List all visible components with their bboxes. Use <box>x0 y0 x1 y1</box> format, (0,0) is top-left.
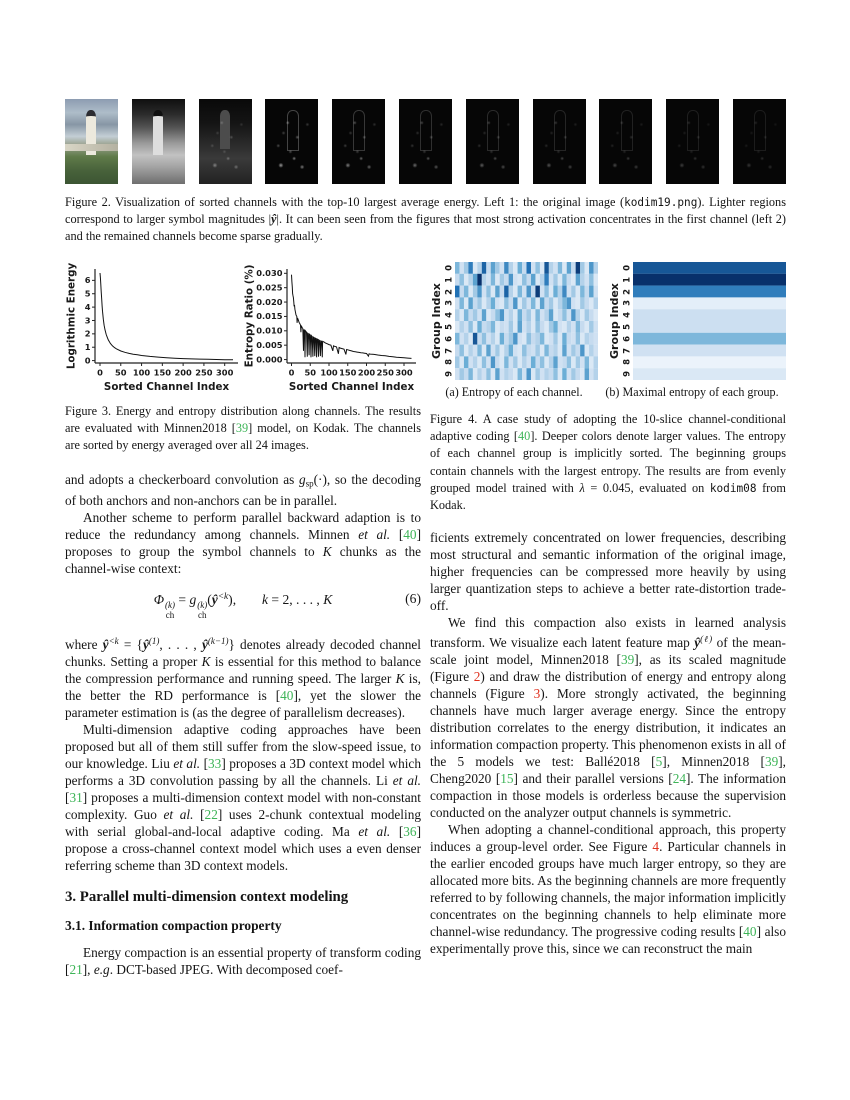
text-segment: (k−1) <box>207 636 229 647</box>
group-index-tick-6: 6 <box>444 335 455 342</box>
paragraph <box>430 821 786 957</box>
section-heading: 3. Parallel multi-dimension context modeling <box>65 889 349 906</box>
figure4-heatmaps <box>430 262 786 380</box>
svg-text:0: 0 <box>84 355 91 366</box>
svg-text:4: 4 <box>84 301 91 312</box>
text-segment: (ℓ) <box>700 634 713 645</box>
text-segment: ŷ <box>271 212 277 227</box>
figure3-plots <box>65 262 421 394</box>
citation-40[interactable]: 40 <box>403 526 417 542</box>
text-segment: |. It can been seen from the figures that most strong activation concentrates in the first channel (left 2) and the remained channels become sparse gradually. <box>65 212 786 244</box>
text-segment: ŷ <box>211 591 218 607</box>
sparse-activation-texture <box>199 99 252 184</box>
right-column <box>430 262 786 957</box>
group-index-tick-7: 7 <box>444 347 455 354</box>
svg-text:300: 300 <box>395 367 413 378</box>
text-segment: ], <box>82 962 94 978</box>
group-index-tick-3: 3 <box>444 300 455 307</box>
svg-text:0.015: 0.015 <box>256 311 283 322</box>
text-segment: K <box>322 543 332 559</box>
figure2-image-channel-06 <box>466 99 519 184</box>
sparse-activation-texture <box>666 99 719 184</box>
figure2-caption <box>65 194 786 246</box>
left-column-body <box>65 471 421 979</box>
svg-text:0.005: 0.005 <box>256 339 283 350</box>
text-segment: } denotes already decoded channel chunks. Setting a proper <box>65 637 421 670</box>
group-index-tick-7: 7 <box>622 347 633 354</box>
text-segment: Φ <box>153 591 165 607</box>
text-segment: ] also experimentally prove this, since we can reconstruct the main <box>430 924 787 957</box>
group-index-tick-5: 5 <box>622 323 633 330</box>
svg-text:0.025: 0.025 <box>256 282 283 293</box>
text-segment: Figure 2. Visualization of sorted channels with the top-10 largest average energy. Left 1: the original image ( <box>65 195 625 209</box>
paragraph <box>430 529 786 614</box>
svg-text:Sorted Channel Index: Sorted Channel Index <box>103 381 230 393</box>
group-index-tick-5: 5 <box>444 323 455 330</box>
citation-40[interactable]: 40 <box>280 688 294 704</box>
text-segment: ] propose a cross-channel context model which uses a even denser referring scheme than 3D context models. <box>65 824 421 874</box>
text-segment: [ <box>390 526 404 542</box>
right-column-body <box>430 529 786 957</box>
text-segment: et al. <box>358 824 391 840</box>
svg-text:200: 200 <box>174 367 192 378</box>
sparse-activation-texture <box>733 99 786 184</box>
text-segment: k <box>261 591 268 607</box>
text-segment: g <box>189 591 197 607</box>
sparse-activation-texture <box>533 99 586 184</box>
group-index-tick-2: 2 <box>622 288 633 295</box>
citation-39[interactable]: 39 <box>764 754 779 770</box>
figure2-image-channel-09 <box>666 99 719 184</box>
text-segment: et al. <box>163 807 194 823</box>
sparse-activation-texture <box>399 99 452 184</box>
equation-number: (6) <box>405 590 421 606</box>
text-segment: chunks as the channel-wise context: <box>65 543 421 576</box>
svg-text:1: 1 <box>84 342 91 353</box>
text-segment: = <box>175 591 190 607</box>
text-segment: <k <box>217 590 229 601</box>
citation-15[interactable]: 15 <box>500 771 514 787</box>
text-segment: . Particular channels in the earlier encoded groups have much larger entropy, so they are allocated more bits. As the beginning channels are more frequently referred to by following channels, the major information implicitly concentrates on the beginning channels to help eliminate more channel-wise redundancy. The progressive coding results [ <box>430 839 786 940</box>
text-segment: et al. <box>392 773 421 789</box>
svg-text:Logrithmic Energy: Logrithmic Energy <box>65 262 78 370</box>
sparse-activation-texture <box>466 99 519 184</box>
group-entropy-heatmap <box>633 262 786 380</box>
figure2-image-channel-08 <box>599 99 652 184</box>
citation-21[interactable]: 21 <box>69 962 83 978</box>
text-segment: ). Lighter regions correspond to larger symbol magnitudes | <box>65 195 786 227</box>
group-index-tick-8: 8 <box>622 359 633 366</box>
paragraph <box>65 633 421 721</box>
citation-33[interactable]: 33 <box>208 756 222 772</box>
text-segment: Another scheme to perform parallel backward adaption is to reduce the redundancy among channels. Minnen <box>65 509 421 542</box>
text-segment: is, the better the RD performance is [ <box>65 671 421 704</box>
text-segment: = { <box>118 637 143 653</box>
svg-text:0: 0 <box>288 367 295 378</box>
paragraph <box>65 471 421 509</box>
group-index-tick-6: 6 <box>622 335 633 342</box>
text-segment: , . . . , <box>159 637 202 653</box>
svg-text:5: 5 <box>84 288 91 299</box>
text-segment: ficients extremely concentrated on lower frequencies, describing most structural and semantic information of the original image, higher frequencies can be compressed more heavily by using larger quantization steps to achieve a better rate-distortion trade-off. <box>430 530 786 614</box>
text-segment: Figure 4. A case study of adopting the 10-slice channel-conditional adaptive coding [ <box>430 412 786 444</box>
text-segment: ], Minnen2018 [ <box>662 754 765 770</box>
text-segment: of the mean-scale joint model, Minnen2018 [ <box>430 635 786 668</box>
text-segment: ), <box>228 591 237 607</box>
figure-ref-3[interactable]: 3 <box>533 686 541 702</box>
group-index-axis-label-b: Group Index <box>608 283 621 359</box>
svg-text:50: 50 <box>304 367 317 378</box>
svg-text:150: 150 <box>339 367 357 378</box>
svg-text:250: 250 <box>376 367 394 378</box>
text-segment: Figure 3. Energy and entropy distribution along channels. The results are evaluated with Minnen2018 [ <box>65 404 421 436</box>
text-segment: ]. Deeper colors denote larger values. The entropy of each channel group is implicitly sorted. The beginning groups contain channels with the largest entropy. The results are from evenly grouped model trained with <box>430 429 786 495</box>
group-index-tick-3: 3 <box>622 300 633 307</box>
group-index-tick-2: 2 <box>444 288 455 295</box>
text-segment: ] proposes a 3D context model which performs a 3D convolution passing by all the channels. Li <box>65 756 421 789</box>
citation-31[interactable]: 31 <box>69 790 83 806</box>
text-segment: = 0.045, evaluated on <box>584 480 710 495</box>
paragraph <box>65 509 421 577</box>
text-segment: = 2, . . . , <box>267 591 324 607</box>
text-segment: ŷ <box>142 637 149 653</box>
figure3-caption <box>65 403 421 455</box>
text-segment: ], Cheng2020 [ <box>430 754 786 787</box>
svg-text:6: 6 <box>84 275 91 286</box>
text-segment: K <box>201 654 211 670</box>
group-index-ticks-b <box>622 262 633 380</box>
svg-text:3: 3 <box>84 315 91 326</box>
citation-40[interactable]: 40 <box>518 429 531 444</box>
svg-text:300: 300 <box>216 367 234 378</box>
figure-ref-4[interactable]: 4 <box>652 839 660 855</box>
group-index-tick-4: 4 <box>622 312 633 319</box>
figure-ref-2[interactable]: 2 <box>473 669 481 685</box>
text-segment: ] proposes to group the symbol channels to <box>65 526 421 559</box>
text-segment: ). More strongly activated, the beginning channels have much larger average energy. Since the entropy distribution correlates to the energy distribution, it indicates an information compaction property. This phenomenon exists in all of the 5 models we test: Ballé2018 [ <box>430 686 786 770</box>
text-segment: sp <box>305 477 314 488</box>
text-segment: ]. The information compaction in those models is orderless because the supervision conducted on the analyzer output channels is symmetric. <box>430 771 786 821</box>
figure4-caption <box>430 411 786 514</box>
figure2-image-strip <box>65 99 786 184</box>
left-column <box>65 262 421 978</box>
text-segment: ŷ <box>201 637 208 653</box>
text-segment: <k <box>108 636 119 647</box>
group-index-tick-8: 8 <box>444 359 455 366</box>
text-segment: et al. <box>173 756 201 772</box>
sparse-activation-texture <box>332 99 385 184</box>
text-segment: λ <box>579 480 585 495</box>
figure2-image-channel-05 <box>399 99 452 184</box>
text-segment: [ <box>65 790 70 806</box>
subsection-heading: 3.1. Information compaction property <box>65 918 282 934</box>
group-index-tick-0: 0 <box>622 264 633 271</box>
text-segment: (k) ch <box>165 600 176 620</box>
text-segment: (k) ch <box>197 600 208 620</box>
svg-text:0: 0 <box>97 367 103 378</box>
text-segment: ŷ <box>102 637 109 653</box>
group-index-tick-9: 9 <box>622 371 633 378</box>
citation-22[interactable]: 22 <box>204 807 218 823</box>
sparse-activation-texture <box>599 99 652 184</box>
svg-text:50: 50 <box>114 367 127 378</box>
svg-text:200: 200 <box>357 367 376 378</box>
group-index-tick-1: 1 <box>444 276 455 283</box>
text-segment: Energy compaction is an essential property of transform coding [ <box>65 945 421 978</box>
text-segment: K <box>323 591 333 607</box>
figure2-image-channel-03 <box>265 99 318 184</box>
text-segment: . DCT-based JPEG. With decomposed coef- <box>109 962 343 978</box>
figure2-image-channel-04 <box>332 99 385 184</box>
svg-text:0.030: 0.030 <box>256 268 283 279</box>
text-segment: ] model, on Kodak. The channels are sorted by energy averaged over all 24 images. <box>65 421 421 453</box>
svg-text:2: 2 <box>84 328 91 339</box>
citation-40[interactable]: 40 <box>743 924 757 940</box>
subcaption-a: (a) Entropy of each channel. <box>445 385 583 399</box>
text-segment: et al. <box>358 526 391 542</box>
text-segment: When adopting a channel-conditional approach, this property induces a group-level order. See Figure <box>430 822 786 855</box>
text-segment: We find this compaction also exists in learned analysis transform. We visualize each latent feature map <box>430 615 786 651</box>
subcaption-b: (b) Maximal entropy of each group. <box>605 385 779 399</box>
text-segment: K <box>395 671 405 687</box>
figure2-image-channel-02 <box>199 99 252 184</box>
equation-6 <box>65 588 421 620</box>
energy-plot <box>65 262 243 394</box>
svg-text:100: 100 <box>320 367 338 378</box>
svg-text:250: 250 <box>195 367 213 378</box>
text-segment: [ <box>193 807 205 823</box>
sparse-activation-texture <box>265 99 318 184</box>
text-segment: is essential for this method to balance the compression performance and running speed. The larger <box>65 654 421 687</box>
equation-body <box>153 590 333 620</box>
figure2-image-channel-07 <box>533 99 586 184</box>
group-index-tick-1: 1 <box>622 276 633 283</box>
figure4-subcaptions <box>430 385 786 400</box>
group-index-axis-label-a: Group Index <box>430 283 443 359</box>
citation-39[interactable]: 39 <box>235 421 249 436</box>
citation-24[interactable]: 24 <box>672 771 686 787</box>
text-segment: ], yet the slower the parameter estimation is (as the degree of parallelism decreases). <box>65 688 421 721</box>
svg-text:Sorted Channel Index: Sorted Channel Index <box>288 381 415 393</box>
text-segment: [ <box>390 824 404 840</box>
text-segment: (1) <box>148 636 160 647</box>
text-segment: from Kodak. <box>430 480 786 513</box>
text-segment: where <box>65 637 103 653</box>
text-segment: Multi-dimension adaptive coding approaches have been proposed but all of them still suffer from the slow-speed issue, to our knowledge. Liu <box>65 722 421 772</box>
text-segment: kodim19.png <box>624 196 698 209</box>
figure2-image-channel-01 <box>132 99 185 184</box>
paragraph <box>65 944 421 978</box>
channel-entropy-heatmap <box>455 262 598 380</box>
svg-text:100: 100 <box>132 367 151 378</box>
text-segment: ] uses 2-chunk contextual modeling with serial global-and-local adaptive coding. Ma <box>65 807 421 840</box>
text-segment: ] proposes a multi-dimension context model with non-constant complexity. Guo <box>65 790 421 823</box>
group-index-tick-4: 4 <box>444 312 455 319</box>
paragraph <box>430 614 786 821</box>
svg-text:0.000: 0.000 <box>256 354 283 365</box>
text-segment: [ <box>200 756 209 772</box>
figure2-image-kodim19-original <box>65 99 118 184</box>
citation-39[interactable]: 39 <box>620 652 635 668</box>
text-segment: ], as its scaled magnitude (Figure <box>430 652 787 685</box>
text-segment: e.g <box>93 962 110 978</box>
entropy-plot <box>243 262 421 394</box>
text-segment: ŷ <box>694 635 701 651</box>
paragraph <box>65 721 421 874</box>
group-index-tick-9: 9 <box>444 371 455 378</box>
svg-text:0.020: 0.020 <box>256 296 283 307</box>
text-segment: kodim08 <box>709 481 757 495</box>
text-segment: g <box>298 471 306 487</box>
svg-text:0.010: 0.010 <box>256 325 283 336</box>
group-index-ticks-a <box>444 262 455 380</box>
svg-text:150: 150 <box>153 367 172 378</box>
group-index-tick-0: 0 <box>444 264 455 271</box>
text-segment: (·), so the decoding of both anchors and non-anchors can be in parallel. <box>65 471 421 508</box>
figure2-image-channel-10 <box>733 99 786 184</box>
citation-36[interactable]: 36 <box>403 824 417 840</box>
svg-text:Entropy Ratio (%): Entropy Ratio (%) <box>243 264 256 368</box>
text-segment: and adopts a checkerboard convolution as <box>65 471 299 487</box>
text-segment: ( <box>207 591 212 607</box>
text-segment: ) and draw the distribution of energy and entropy along channels (Figure <box>430 669 786 702</box>
citation-5[interactable]: 5 <box>655 754 663 770</box>
text-segment: ] and their parallel versions [ <box>513 771 673 787</box>
